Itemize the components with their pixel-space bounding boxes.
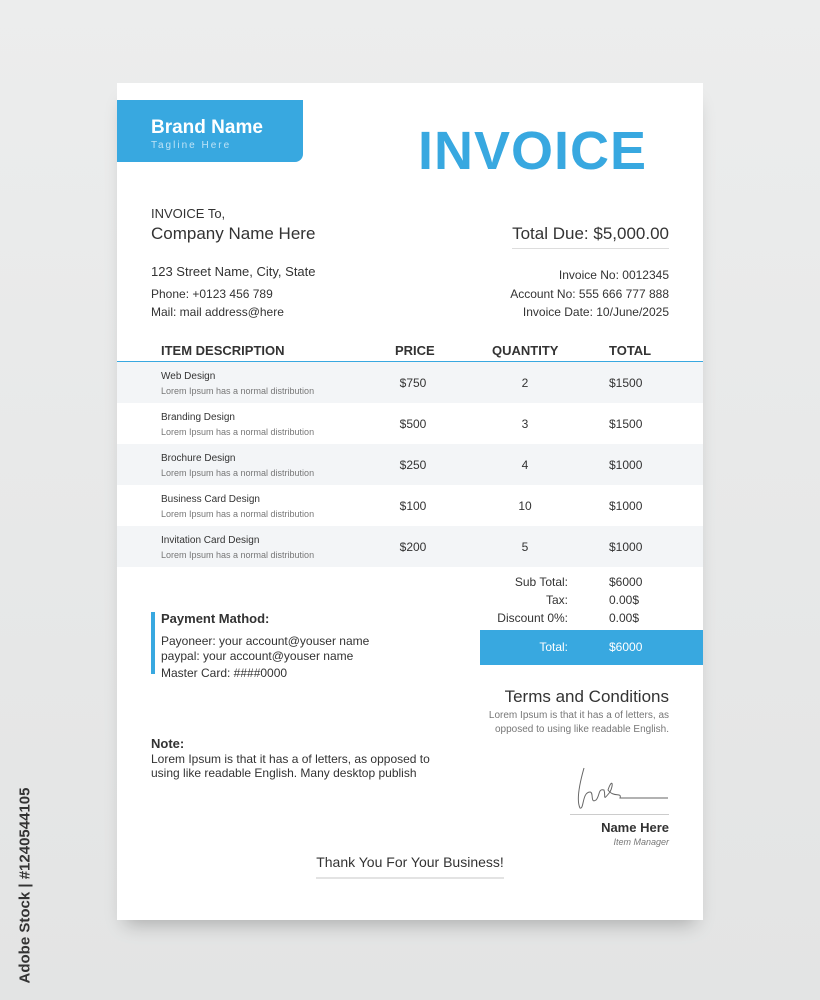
tax-value: 0.00$ bbox=[609, 593, 640, 607]
item-name: Web Design bbox=[161, 371, 216, 382]
item-description: Lorem Ipsum has a normal distribution bbox=[161, 550, 315, 560]
signature-line bbox=[570, 814, 669, 815]
item-name: Invitation Card Design bbox=[161, 535, 260, 546]
brand-name: Brand Name bbox=[151, 117, 263, 138]
subtotal-label: Sub Total: bbox=[514, 575, 568, 589]
company-name: Company Name Here bbox=[151, 224, 316, 243]
note-line1: Lorem Ipsum is that it has a of letters, as opposed to bbox=[151, 752, 430, 766]
signature-icon bbox=[570, 762, 670, 812]
stock-id-text: Adobe Stock | #1240544105 bbox=[16, 787, 34, 984]
mail: Mail: mail address@here bbox=[151, 305, 284, 319]
item-price: $200 bbox=[399, 540, 427, 554]
invoice-title: INVOICE bbox=[418, 121, 648, 181]
note-line2: using like readable English. Many desktop publish bbox=[151, 766, 417, 780]
item-price: $750 bbox=[399, 376, 427, 390]
terms-line1: Lorem Ipsum is that it has a of letters, as bbox=[488, 710, 669, 721]
tax-label: Tax: bbox=[545, 593, 568, 607]
address: 123 Street Name, City, State bbox=[151, 264, 316, 279]
payment-accent-bar bbox=[151, 612, 155, 674]
item-quantity: 4 bbox=[521, 458, 529, 472]
signer-role: Item Manager bbox=[613, 837, 669, 847]
header-total: TOTAL bbox=[609, 343, 652, 358]
table-row bbox=[117, 526, 703, 567]
total-value: $6000 bbox=[609, 640, 643, 654]
item-total: $1000 bbox=[609, 499, 643, 513]
stock-id-label bbox=[10, 760, 34, 990]
item-description: Lorem Ipsum has a normal distribution bbox=[161, 427, 315, 437]
total-label: Total: bbox=[539, 640, 568, 654]
subtotal-value: $6000 bbox=[609, 575, 643, 589]
payment-card: Master Card: ####0000 bbox=[161, 666, 288, 680]
payment-payoneer: Payoneer: your account@youser name bbox=[161, 634, 370, 648]
item-price: $250 bbox=[399, 458, 427, 472]
item-price: $500 bbox=[399, 417, 427, 431]
item-price: $100 bbox=[399, 499, 427, 513]
note-title: Note: bbox=[151, 736, 185, 751]
discount-value: 0.00$ bbox=[609, 611, 640, 625]
table-row bbox=[117, 403, 703, 444]
item-quantity: 2 bbox=[521, 376, 529, 390]
item-name: Brochure Design bbox=[161, 453, 236, 464]
item-total: $1500 bbox=[609, 376, 643, 390]
payment-title: Payment Mathod: bbox=[161, 611, 270, 626]
total-bar bbox=[480, 630, 703, 665]
table-row bbox=[117, 485, 703, 526]
phone: Phone: +0123 456 789 bbox=[151, 287, 273, 301]
item-total: $1000 bbox=[609, 458, 643, 472]
header-price: PRICE bbox=[395, 343, 435, 358]
brand-tagline: Tagline Here bbox=[151, 140, 232, 151]
total-due: Total Due: $5,000.00 bbox=[512, 224, 669, 249]
terms-line2: opposed to using like readable English. bbox=[494, 724, 669, 735]
thank-you-message: Thank You For Your Business! bbox=[316, 854, 504, 879]
terms-title: Terms and Conditions bbox=[504, 687, 669, 706]
brand-banner bbox=[117, 100, 303, 162]
item-description: Lorem Ipsum has a normal distribution bbox=[161, 509, 315, 519]
account-number: Account No: 555 666 777 888 bbox=[510, 287, 669, 301]
item-description: Lorem Ipsum has a normal distribution bbox=[161, 468, 315, 478]
item-quantity: 10 bbox=[518, 499, 532, 513]
item-name: Branding Design bbox=[161, 412, 235, 423]
table-row bbox=[117, 444, 703, 485]
item-description: Lorem Ipsum has a normal distribution bbox=[161, 386, 315, 396]
item-total: $1500 bbox=[609, 417, 643, 431]
table-row bbox=[117, 362, 703, 403]
discount-label: Discount 0%: bbox=[497, 611, 568, 625]
item-name: Business Card Design bbox=[161, 494, 260, 505]
item-quantity: 3 bbox=[521, 417, 529, 431]
bill-to-label: INVOICE To, bbox=[151, 206, 226, 221]
header-item: ITEM DESCRIPTION bbox=[161, 343, 285, 358]
invoice-number: Invoice No: 0012345 bbox=[558, 268, 669, 282]
header-quantity: QUANTITY bbox=[492, 343, 559, 358]
item-total: $1000 bbox=[609, 540, 643, 554]
signer-name: Name Here bbox=[601, 820, 669, 835]
payment-paypal: paypal: your account@youser name bbox=[161, 649, 354, 663]
item-quantity: 5 bbox=[521, 540, 529, 554]
invoice-date: Invoice Date: 10/June/2025 bbox=[522, 305, 669, 319]
